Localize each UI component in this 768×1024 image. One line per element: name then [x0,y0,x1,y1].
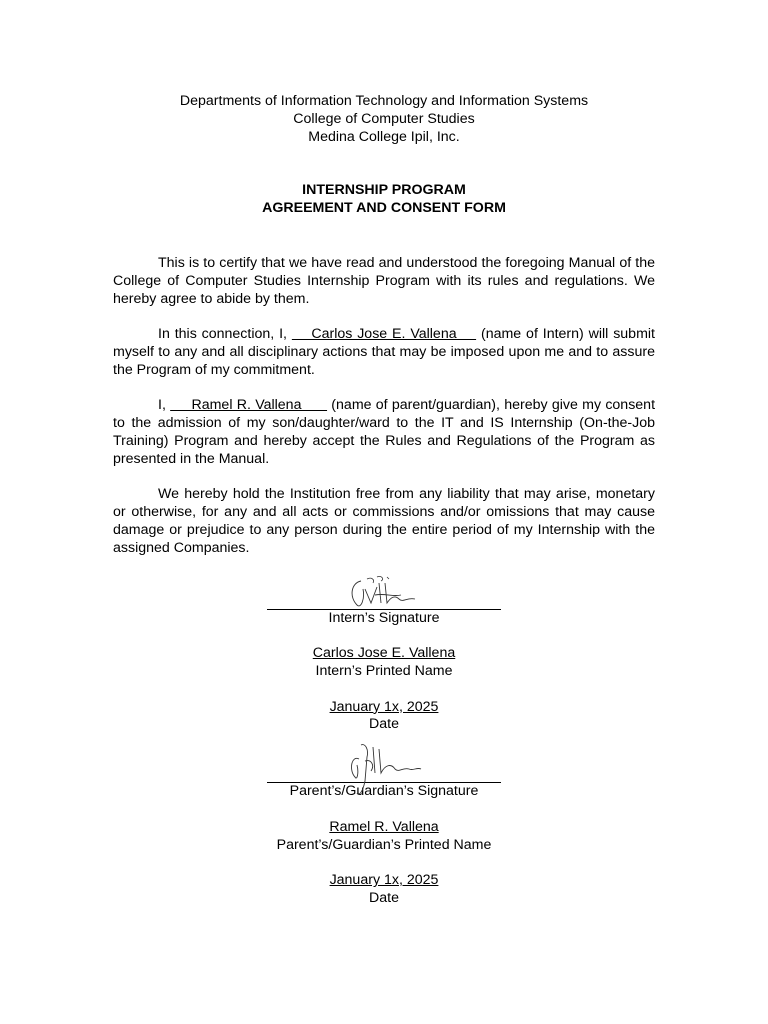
title-line-2: AGREEMENT AND CONSENT FORM [262,200,506,217]
guardian-signature-line [267,743,501,783]
intern-commitment-paragraph [113,326,655,379]
intern-printed-name: Carlos Jose E. Vallena [312,645,456,662]
p2-lead-text: In this connection, I, [158,326,292,343]
intern-signature-line [267,575,501,610]
institution-line: Medina College Ipil, Inc. [308,128,460,145]
certification-paragraph: This is to certify that we have read and understood the foregoing Manual of the College of Computer Studies Internship Program with its rules and regulations. We hereby agree to abide by them. [113,254,655,307]
liability-paragraph: We hereby hold the Institution free from any liability that may arise, monetary or otherwise, for any and all acts or commissions and/or omissions that may cause damage or prejudice to any person during the entire period of my Internship with the assigned Companies. [113,486,655,556]
guardian-printed-name-field [267,819,501,855]
guardian-date-field [267,872,501,908]
document-header [113,93,655,146]
guardian-signature-block [267,743,501,908]
agreement-body [113,255,655,558]
guardian-date: January 1x, 2025 [329,872,439,889]
intern-printed-name-label: Intern’s Printed Name [315,662,453,679]
intern-printed-name-field [267,645,501,681]
department-line: Departments of Information Technology and Information Systems [179,93,589,109]
p3-rest-text: (name of parent/guardian), hereby give my consent to the admission of my son/daughter/ward to the IT and IS Internship (On-the-Job Training) Program and hereby accept the Rules and Regulations of the Program as presented in the Manual. [113,397,656,467]
intern-name-fill: Carlos Jose E. Vallena [291,326,477,343]
p3-lead-text: I, [158,397,171,414]
guardian-signature-scribble [347,741,427,803]
intern-signature-scribble [345,575,425,611]
intern-signature-block [267,575,501,735]
intern-signature-label: Intern’s Signature [328,609,440,626]
title-line-1: INTERNSHIP PROGRAM [302,182,466,199]
intern-date: January 1x, 2025 [329,698,439,715]
guardian-signature-label: Parent’s/Guardian’s Signature [289,783,479,800]
intern-date-field [267,699,501,735]
document-page [113,93,655,908]
guardian-printed-name-label: Parent’s/Guardian’s Printed Name [276,836,492,853]
document-title [113,182,655,218]
guardian-consent-paragraph [113,397,655,468]
guardian-date-label: Date [369,889,399,906]
guardian-printed-name: Ramel R. Vallena [329,818,439,835]
college-line: College of Computer Studies [293,110,475,127]
intern-date-label: Date [369,716,399,733]
guardian-name-fill: Ramel R. Vallena [170,397,328,414]
p2-rest-text: (name of Intern) will submit myself to any and all disciplinary actions that may be imposed upon me and to assure the Program of my commitment. [113,326,655,378]
